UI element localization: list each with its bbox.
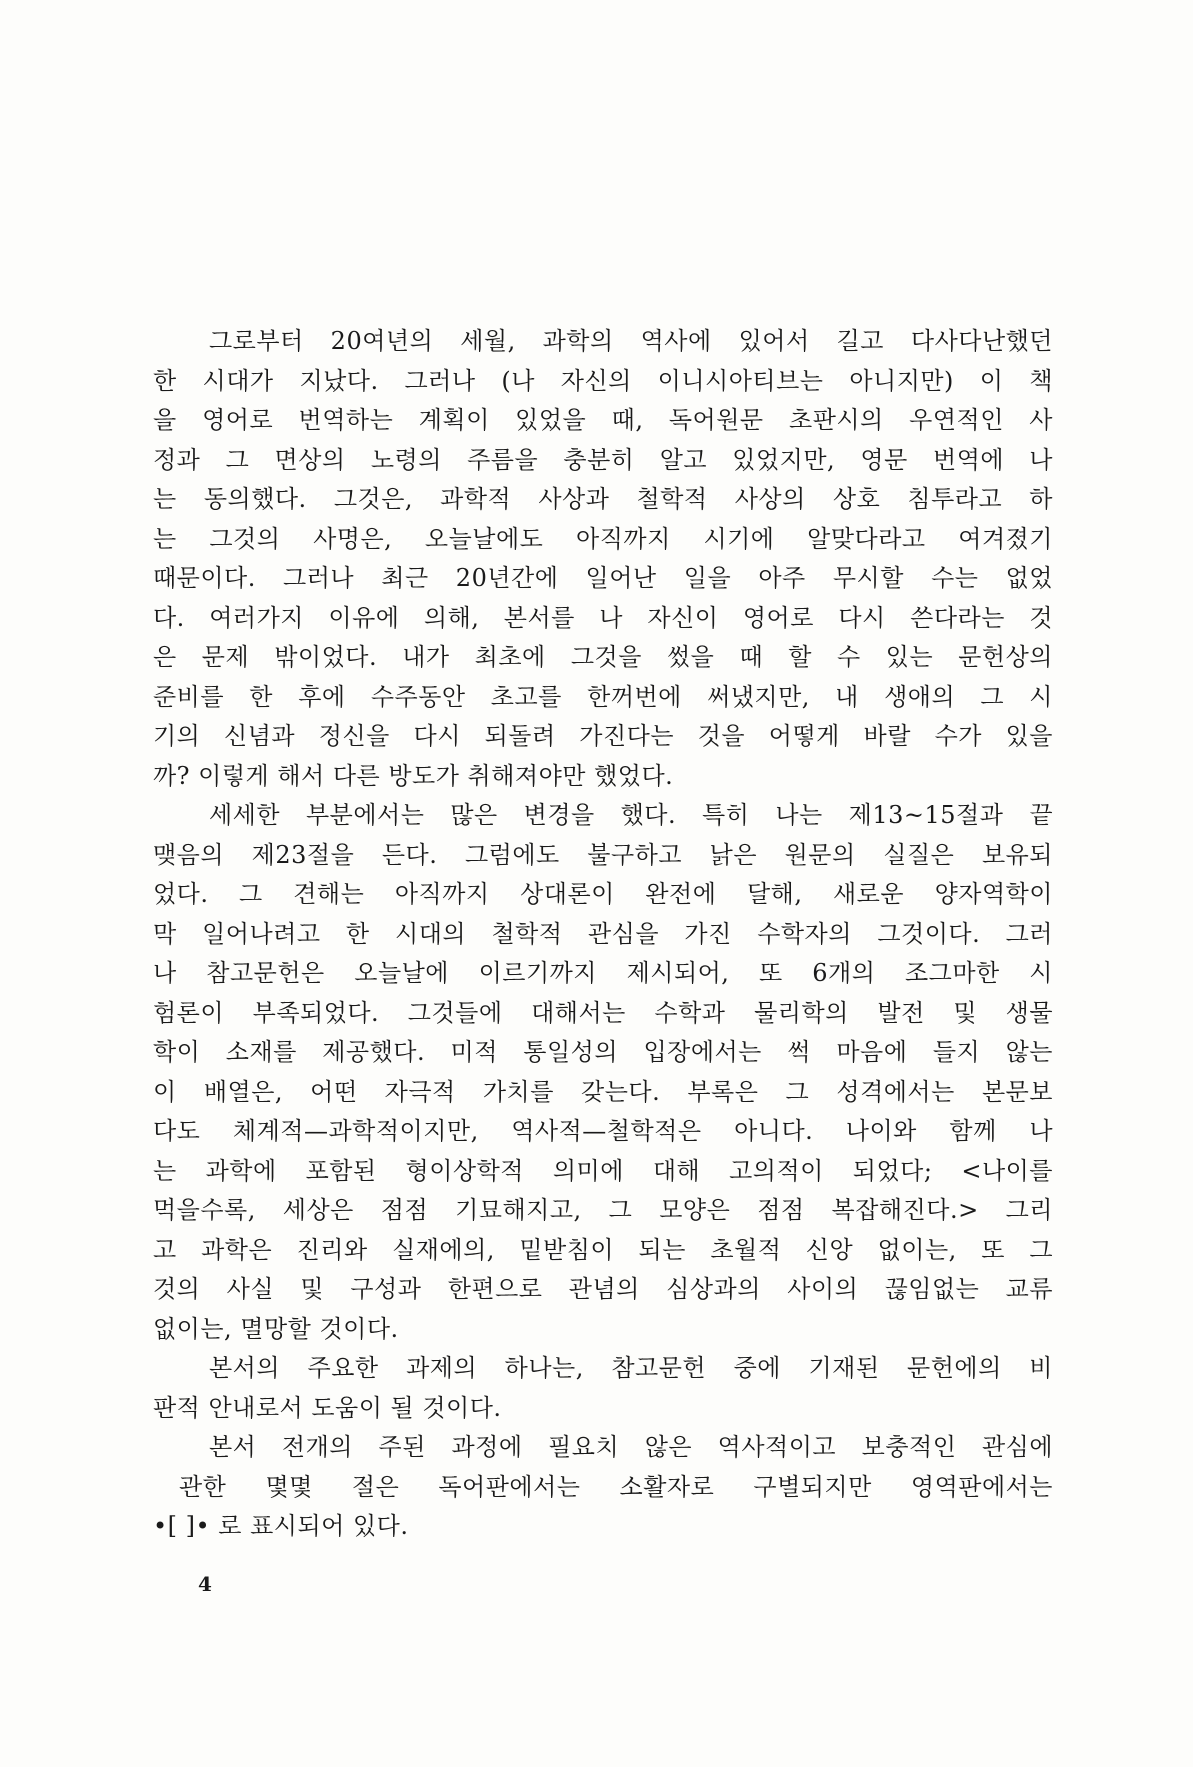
text-line: 을 영어로 번역하는 계획이 있었을 때, 독어원문 초판시의 우연적인 사: [153, 406, 1053, 434]
text-line: 세세한 부분에서는 많은 변경을 했다. 특히 나는 제13~15절과 끝: [209, 801, 1053, 829]
text-line: 준비를 한 후에 수주동안 초고를 한꺼번에 써냈지만, 내 생애의 그 시: [153, 682, 1053, 711]
text-line: 는 과학에 포함된 형이상학적 의미에 대해 고의적이 되었다; <나이를: [153, 1156, 1053, 1185]
text-line: •[ ]• 로 표시되어 있다.: [153, 1512, 409, 1540]
text-line: 본서의 주요한 과제의 하나는, 참고문헌 중에 기재된 문헌에의 비: [209, 1354, 1053, 1382]
text-line: 한 시대가 지났다. 그러나 (나 자신의 이니시아티브는 아니지만) 이 책: [153, 366, 1053, 395]
text-line: 은 문제 밖이었다. 내가 최초에 그것을 썼을 때 할 수 있는 문헌상의: [153, 643, 1053, 671]
text-line: 다. 여러가지 이유에 의해, 본서를 나 자신이 영어로 다시 쓴다라는 것: [153, 603, 1053, 632]
text-line: 것의 사실 및 구성과 한편으로 관념의 심상과의 사이의 끊임없는 교류: [153, 1275, 1053, 1303]
text-line: 없이는, 멸망할 것이다.: [153, 1314, 399, 1343]
text-line: 때문이다. 그러나 최근 20년간에 일어난 일을 아주 무시할 수는 없었: [153, 564, 1053, 592]
body-text: [153, 322, 1053, 1547]
text-line: 는 동의했다. 그것은, 과학적 사상과 철학적 사상의 상호 침투라고 하: [153, 485, 1053, 513]
text-line: 그로부터 20여년의 세월, 과학의 역사에 있어서 길고 다사다난했던: [209, 327, 1053, 355]
text-line: 관한 몇몇 절은 독어판에서는 소활자로 구별되지만 영역판에서는: [179, 1472, 1053, 1501]
text-line: 이 배열은, 어떤 자극적 가치를 갖는다. 부록은 그 성격에서는 본문보: [153, 1077, 1053, 1106]
text-line: 험론이 부족되었다. 그것들에 대해서는 수학과 물리학의 발전 및 생물: [153, 998, 1053, 1027]
text-line: 막 일어나려고 한 시대의 철학적 관심을 가진 수학자의 그것이다. 그러: [153, 919, 1053, 948]
text-line: 까? 이렇게 해서 다른 방도가 취해져야만 했었다.: [153, 761, 674, 790]
text-line: 기의 신념과 정신을 다시 되돌려 가진다는 것을 어떻게 바랄 수가 있을: [153, 722, 1053, 750]
text-line: 고 과학은 진리와 실재에의, 밑받침이 되는 초월적 신앙 없이는, 또 그: [153, 1235, 1053, 1264]
text-line: 는 그것의 사명은, 오늘날에도 아직까지 시기에 알맞다라고 여겨졌기: [153, 524, 1053, 553]
text-line: 맺음의 제23절을 든다. 그럼에도 불구하고 낡은 원문의 실질은 보유되: [153, 840, 1053, 869]
text-line: 정과 그 면상의 노령의 주름을 충분히 알고 있었지만, 영문 번역에 나: [153, 445, 1053, 474]
text-line: 판적 안내로서 도움이 될 것이다.: [153, 1393, 502, 1422]
text-line: 나 참고문헌은 오늘날에 이르기까지 제시되어, 또 6개의 조그마한 시: [153, 959, 1053, 987]
text-line: 다도 체계적—과학적이지만, 역사적—철학적은 아니다. 나이와 함께 나: [153, 1117, 1053, 1145]
text-line: 본서 전개의 주된 과정에 필요치 않은 역사적이고 보충적인 관심에: [209, 1433, 1053, 1461]
page-number: 4: [198, 1572, 212, 1596]
text-line: 학이 소재를 제공했다. 미적 통일성의 입장에서는 썩 마음에 들지 않는: [153, 1038, 1053, 1066]
text-line: 었다. 그 견해는 아직까지 상대론이 완전에 달해, 새로운 양자역학이: [153, 880, 1053, 908]
text-line: 먹을수록, 세상은 점점 기묘해지고, 그 모양은 점점 복잡해진다.> 그리: [153, 1196, 1053, 1224]
